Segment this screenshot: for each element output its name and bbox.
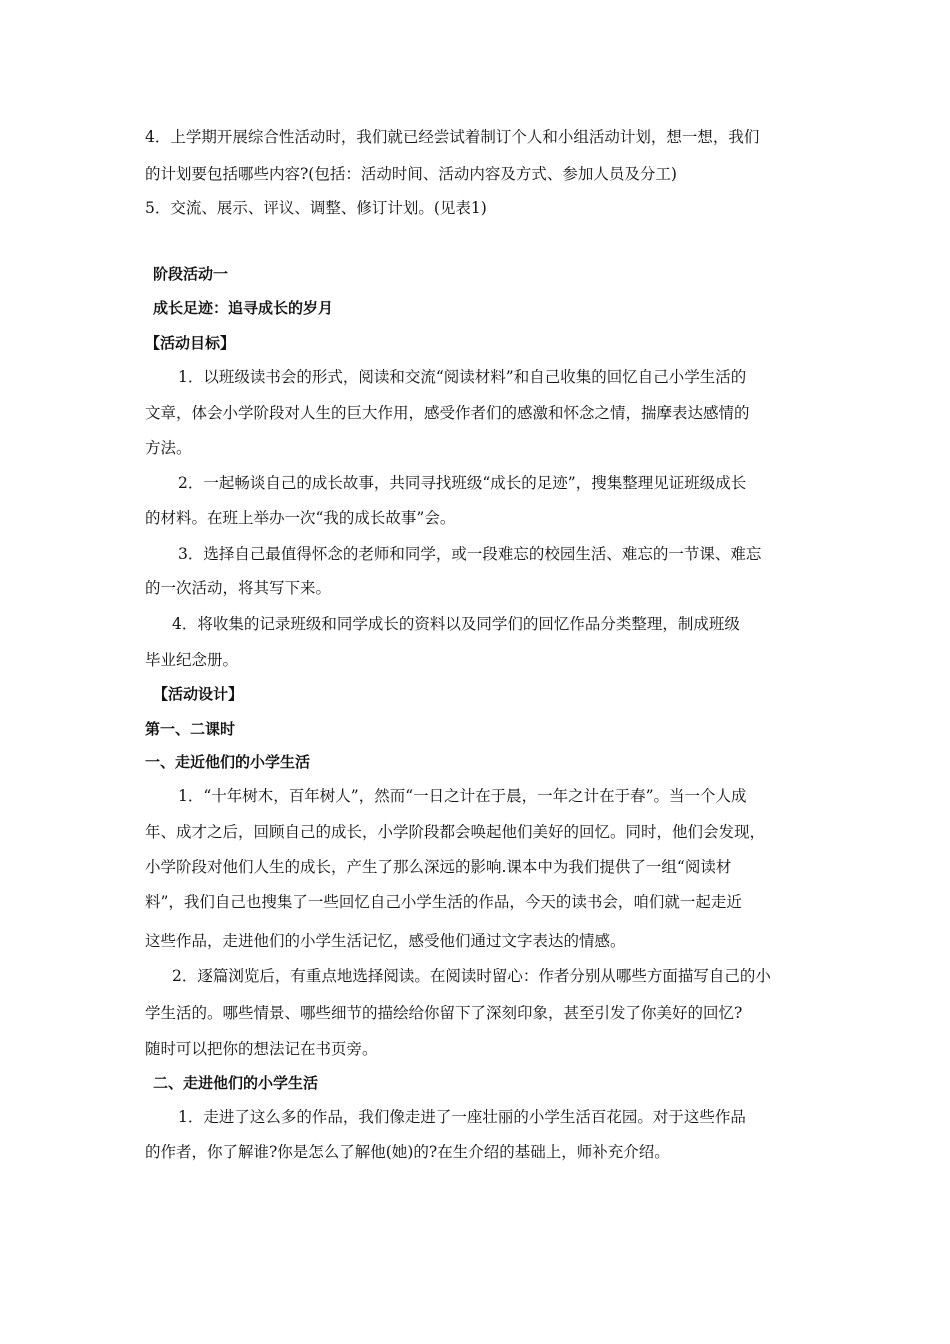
goal-2-line-1: 2．一起畅谈自己的成长故事，共同寻找班级“成长的足迹”，搜集整理见证班级成长 (178, 474, 747, 492)
section-1-para-1-line-2: 年、成才之后，回顾自己的成长，小学阶段都会唤起他们美好的回忆。同时，他们会发现， (145, 823, 766, 841)
section-1-para-2-line-1: 2．逐篇浏览后，有重点地选择阅读。在阅读时留心：作者分别从哪些方面描写自己的小 (172, 967, 771, 985)
section-2-title: 二、走进他们的小学生活 (153, 1074, 319, 1092)
section-2-para-1-line-2: 的作者，你了解谁?你是怎么了解他(她)的?在生介绍的基础上，师补充介绍。 (145, 1143, 670, 1161)
intro-item-4-line-2: 的计划要包括哪些内容?(包括：活动时间、活动内容及方式、参加人员及分工) (145, 165, 677, 183)
section-1-para-1-line-1: 1．“十年树木，百年树人”，然而“一日之计在于晨，一年之计在于春”。当一个人成 (178, 787, 747, 805)
lesson-title: 第一、二课时 (145, 720, 236, 738)
section-1-title: 一、走近他们的小学生活 (145, 753, 311, 771)
stage-subtitle: 成长足迹：追寻成长的岁月 (153, 299, 334, 317)
section-1-para-1-line-4: 料”，我们自己也搜集了一些回忆自己小学生活的作品，今天的读书会，咱们就一起走近 (145, 893, 742, 911)
goal-4-line-2: 毕业纪念册。 (145, 651, 239, 669)
goal-1-line-2: 文章，体会小学阶段对人生的巨大作用，感受作者们的感激和怀念之情，揣摩表达感情的 (145, 404, 750, 422)
goal-2-line-2: 的材料。在班上举办一次“我的成长故事”会。 (145, 509, 456, 527)
section-1-para-2-line-3: 随时可以把你的想法记在书页旁。 (145, 1040, 378, 1058)
intro-item-4-line-1: 4．上学期开展综合性活动时，我们就已经尝试着制订个人和小组活动计划，想一想，我们 (145, 128, 760, 146)
section-1-para-1-line-5: 这些作品，走进他们的小学生活记忆，感受他们通过文字表达的情感。 (145, 932, 626, 950)
goal-3-line-2: 的一次活动，将其写下来。 (145, 579, 332, 597)
goal-1-line-1: 1．以班级读书会的形式，阅读和交流“阅读材料”和自己收集的回忆自己小学生活的 (178, 368, 747, 386)
goal-4-line-1: 4．将收集的记录班级和同学成长的资料以及同学们的回忆作品分类整理，制成班级 (172, 615, 740, 633)
section-2-para-1-line-1: 1．走进了这么多的作品，我们像走进了一座壮丽的小学生活百花园。对于这些作品 (178, 1108, 746, 1126)
stage-title: 阶段活动一 (153, 265, 229, 283)
goals-heading: 【活动目标】 (145, 334, 236, 352)
design-heading: 【活动设计】 (153, 685, 244, 703)
goal-1-line-3: 方法。 (145, 439, 192, 457)
intro-item-5: 5．交流、展示、评议、调整、修订计划。(见表1) (145, 199, 487, 217)
goal-3-line-1: 3．选择自己最值得怀念的老师和同学，或一段难忘的校园生活、难忘的一节课、难忘 (178, 545, 762, 563)
section-1-para-2-line-2: 学生活的。哪些情景、哪些细节的描绘给你留下了深刻印象，甚至引发了你美好的回忆? (145, 1004, 743, 1022)
section-1-para-1-line-3: 小学阶段对他们人生的成长，产生了那么深远的影响.课本中为我们提供了一组“阅读材 (145, 858, 732, 876)
